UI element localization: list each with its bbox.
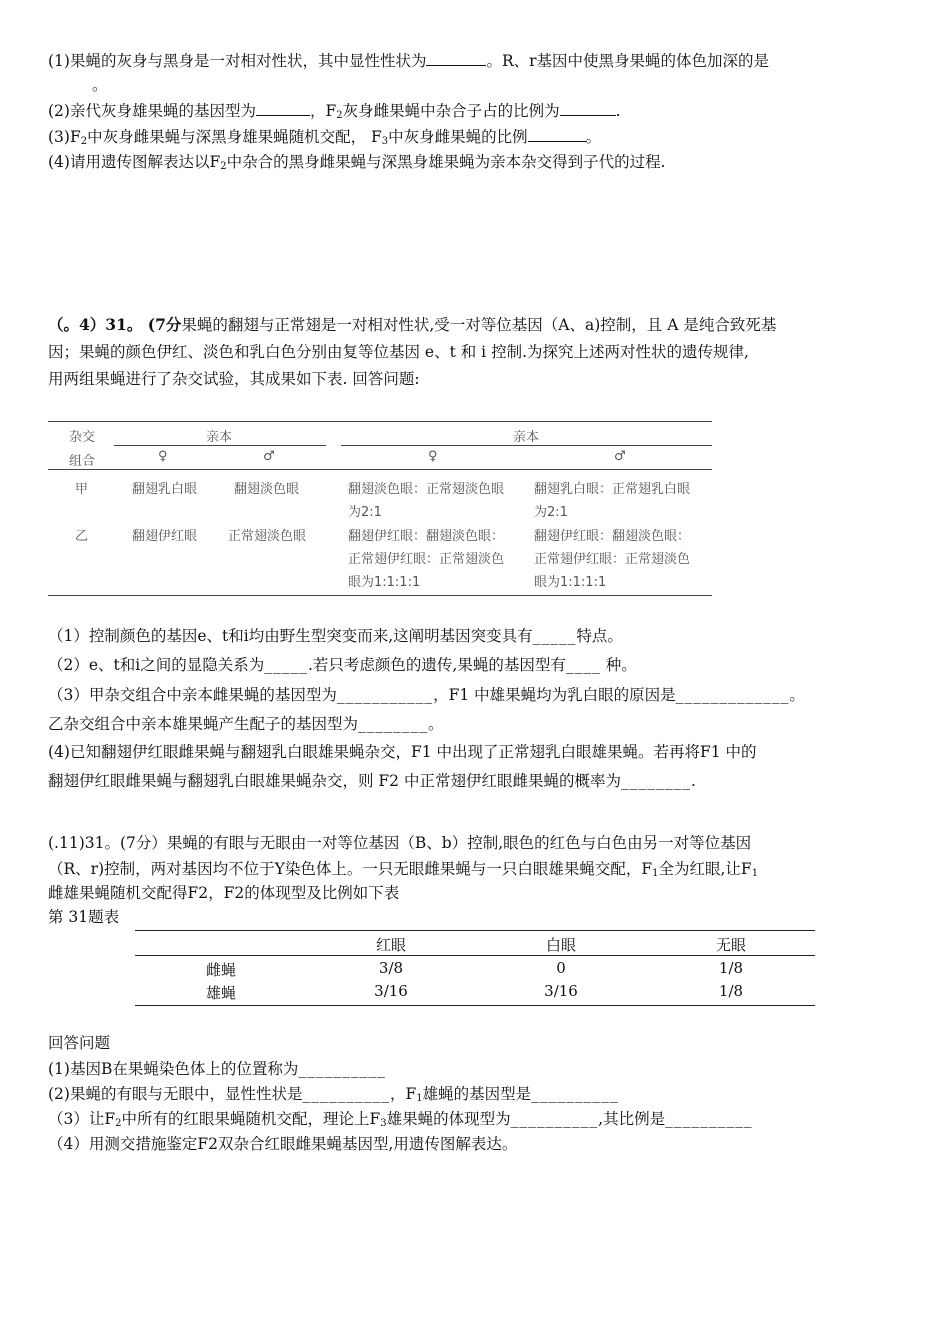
s2-q3b-end: 。 xyxy=(428,715,444,733)
table-cell: 3/8 xyxy=(378,959,404,977)
s1-q2-text-3: 灰身雌果蝇中杂合子占的比例为 xyxy=(342,102,560,120)
answer-blank[interactable]: _____________ xyxy=(675,686,790,704)
s3-table-caption: 第 31题表 xyxy=(48,908,120,926)
s1-q2-text-2: ，F xyxy=(309,102,337,120)
s3-q2-text: (2)果蝇的有眼与无眼中，显性性状是 xyxy=(48,1085,303,1103)
answer-blank[interactable]: ________ xyxy=(358,715,429,733)
table-cell: 翻翅淡色眼：正常翅淡色眼 xyxy=(348,482,505,497)
table-cell: 翻翅伊红眼 xyxy=(132,529,198,544)
s3-q3-text-4: ,其比例是 xyxy=(598,1110,666,1128)
answer-blank[interactable]: ___________ xyxy=(336,686,434,704)
s3-q1-text: (1)基因B在果蝇染色体上的位置称为 xyxy=(48,1060,299,1078)
subscript: 1 xyxy=(751,868,759,879)
header-red-eye: 红眼 xyxy=(375,936,407,954)
s3-q2-text-3: 雄蝇的基因型是 xyxy=(422,1085,532,1103)
answer-blank[interactable]: __________ xyxy=(302,1085,390,1103)
s2-q1-text: （1）控制颜色的基因e、t和i均由野生型突变而来,这阐明基因突变具有 xyxy=(48,627,533,645)
s1-q2-text: (2)亲代灰身雄果蝇的基因型为 xyxy=(48,102,256,120)
subscript: 2 xyxy=(220,161,227,172)
table-cell: 翻翅乳白眼 xyxy=(132,482,198,497)
table-cell: 0 xyxy=(556,959,566,977)
s3-line-2 xyxy=(48,858,758,885)
table-rule-header xyxy=(48,469,712,470)
header-cross: 杂交 xyxy=(69,430,96,445)
subscript: 2 xyxy=(115,1118,122,1129)
row-label-male: 雄蝇 xyxy=(205,984,237,1002)
table-cell: 正常翅淡色眼 xyxy=(228,529,307,544)
subscript: 3 xyxy=(381,136,389,147)
table-cell: 3/16 xyxy=(374,982,408,1000)
header-offspring: 亲本 xyxy=(513,430,540,445)
female-symbol: ♀ xyxy=(158,449,168,464)
s1-q1-end: 。 xyxy=(92,76,108,94)
answer-blank[interactable]: _____ xyxy=(532,627,577,645)
table-cell: 翻翅伊红眼：翻翅淡色眼： xyxy=(534,529,691,544)
s1-question-3 xyxy=(48,126,601,153)
row-label-female: 雌蝇 xyxy=(205,961,237,979)
female-symbol: ♀ xyxy=(428,449,438,464)
s2-q1-end: 特点。 xyxy=(576,627,623,645)
s2-header-text: 果蝇的翻翅与正常翅是一对相对性状,受一对等位基因（A、a)控制，且 A 是纯合致死基 xyxy=(181,316,777,334)
s2-q3-text: （3）甲杂交组合中亲本雌果蝇的基因型为 xyxy=(48,686,337,704)
answer-blank[interactable]: ____ xyxy=(565,656,601,674)
s1-q1-text: (1)果蝇的灰身与黑身是一对相对性状，其中显性性状为 xyxy=(48,52,427,70)
s2-question-4: (4)已知翻翅伊红眼雌果蝇与翻翅乳白眼雄果蝇杂交，F1 中出现了正常翅乳白眼雄果蝇。若再将F1 中的 xyxy=(48,743,757,761)
subscript: 2 xyxy=(80,136,88,147)
table-cell: 正常翅伊红眼：正常翅淡色 xyxy=(348,552,505,567)
table-cell: 3/16 xyxy=(544,982,578,1000)
s2-q3b-text: 乙杂交组合中亲本雄果蝇产生配子的基因型为 xyxy=(48,715,359,733)
s2-q3-text-2: ，F1 中雄果蝇均为乳白眼的原因是 xyxy=(433,686,676,704)
s2-question-number: （。4）31。 (7分 xyxy=(48,315,182,334)
s3-line2-text-2: 全为红眼,让F xyxy=(658,860,752,878)
s3-q2-text-2: ，F xyxy=(389,1085,417,1103)
s2-q2-text: （2）e、t和i之间的显隐关系为 xyxy=(48,656,265,674)
subscript: 2 xyxy=(336,110,343,121)
subscript: 3 xyxy=(380,1118,387,1129)
group-jia: 甲 xyxy=(75,482,89,497)
answer-blank[interactable] xyxy=(528,126,586,142)
s3-q3-text-3: 雄果蝇的体现型为 xyxy=(386,1110,511,1128)
s1-question-4 xyxy=(48,151,666,178)
table-rule-parent xyxy=(114,445,326,446)
s3-answer-title: 回答问题 xyxy=(48,1034,111,1052)
header-parents: 亲本 xyxy=(206,430,233,445)
header-no-eye: 无眼 xyxy=(715,936,747,954)
table-rule-bottom xyxy=(135,1005,815,1006)
s2-question-4b xyxy=(48,770,696,792)
s2-q4b-text: 翻翅伊红眼雌果蝇与翻翅乳白眼雄果蝇杂交，则 F2 中正常翅伊红眼雌果蝇的概率为 xyxy=(48,772,621,790)
answer-blank[interactable]: __________ xyxy=(665,1110,753,1128)
s1-q1-continuation xyxy=(92,74,108,96)
s2-q2-text-2: .若只考虑颜色的遗传,果蝇的基因型有 xyxy=(307,656,566,674)
answer-blank[interactable]: __________ xyxy=(298,1060,386,1078)
s2-question-3b xyxy=(48,713,444,735)
table-rule-bottom xyxy=(48,595,712,596)
table-cell: 为2:1 xyxy=(348,505,382,520)
s3-question-4: （4）用测交措施鉴定F2双杂合红眼雌果蝇基因型,用遗传图解表达。 xyxy=(48,1135,518,1153)
table-cell: 翻翅乳白眼：正常翅乳白眼 xyxy=(534,482,691,497)
answer-blank[interactable] xyxy=(256,100,310,116)
s1-question-2 xyxy=(48,100,621,127)
s1-q3-text-3: 中灰身雌果蝇的比例 xyxy=(388,128,528,146)
table-cell: 眼为1:1:1:1 xyxy=(534,575,607,590)
s1-q3-text-2: 中灰身雌果蝇与深黑身雄果蝇随机交配， F xyxy=(87,128,382,146)
s2-q2-end: 种。 xyxy=(600,656,637,674)
s3-q3-text: （3）让F xyxy=(48,1110,116,1128)
s1-q4-text-2: 中杂合的黑身雌果蝇与深黑身雄果蝇为亲本杂交得到子代的过程. xyxy=(226,153,666,171)
s3-question-3 xyxy=(48,1108,753,1135)
table-cell: 正常翅伊红眼：正常翅淡色 xyxy=(534,552,691,567)
subscript: 1 xyxy=(652,868,659,879)
s3-question-2 xyxy=(48,1083,619,1110)
table-cell: 翻翅淡色眼 xyxy=(234,482,300,497)
table-rule-offspring xyxy=(341,445,712,446)
table-cell: 为2:1 xyxy=(534,505,568,520)
cross-results-table xyxy=(48,419,712,597)
table-rule-top xyxy=(135,930,815,931)
header-white-eye: 白眼 xyxy=(545,936,577,954)
s1-q3-text: (3)F xyxy=(48,128,81,146)
s1-q3-end: 。 xyxy=(585,128,602,146)
s2-q3-end: 。 xyxy=(789,686,805,704)
table-cell: 眼为1:1:1:1 xyxy=(348,575,421,590)
s2-header xyxy=(48,314,776,336)
answer-blank[interactable] xyxy=(560,100,616,116)
s3-q3-text-2: 中所有的红眼果蝇随机交配，理论上F xyxy=(121,1110,381,1128)
table-rule-top xyxy=(48,421,712,422)
group-yi: 乙 xyxy=(75,529,89,544)
s2-q4b-end: . xyxy=(690,772,696,790)
answer-blank[interactable] xyxy=(426,50,486,66)
s1-question-1 xyxy=(48,50,769,72)
male-symbol: ♂ xyxy=(263,449,275,464)
table-rule-header xyxy=(135,955,815,956)
answer-blank[interactable]: ________ xyxy=(620,772,691,790)
male-symbol: ♂ xyxy=(614,449,626,464)
table-cell: 1/8 xyxy=(718,982,744,1000)
s3-question-1 xyxy=(48,1058,386,1080)
header-group: 组合 xyxy=(69,454,96,469)
phenotype-ratio-table xyxy=(135,928,815,1008)
s3-header: (.11)31。(7分）果蝇的有眼与无眼由一对等位基因（B、b）控制,眼色的红色与白色由另一对等位基因 xyxy=(48,834,752,852)
table-cell: 1/8 xyxy=(718,959,744,977)
s1-q2-end: . xyxy=(615,102,621,120)
s2-question-2 xyxy=(48,654,637,676)
s3-line-3: 雌雄果蝇随机交配得F2，F2的体现型及比例如下表 xyxy=(48,884,400,902)
s3-line2-text: （R、r)控制，两对基因均不位于Y染色体上。一只无眼雌果蝇与一只白眼雄果蝇交配，F xyxy=(48,860,653,878)
s1-q1-text-2: 。R、r基因中使黑身果蝇的体色加深的是 xyxy=(486,52,770,70)
answer-blank[interactable]: __________ xyxy=(510,1110,599,1128)
s2-line-3: 用两组果蝇进行了杂交试验，其成果如下表. 回答问题: xyxy=(48,370,420,388)
table-cell: 翻翅伊红眼：翻翅淡色眼： xyxy=(348,529,505,544)
answer-blank[interactable]: __________ xyxy=(531,1085,619,1103)
s1-q4-text: (4)请用遗传图解表达以F xyxy=(48,153,221,171)
answer-blank[interactable]: _____ xyxy=(264,656,308,674)
s2-question-1 xyxy=(48,625,623,647)
subscript: 1 xyxy=(416,1093,423,1104)
s2-question-3 xyxy=(48,684,805,706)
s2-line-2: 因；果蝇的颜色伊红、淡色和乳白色分别由复等位基因 e、t 和 i 控制.为探究上述两对性状的遗传规律, xyxy=(48,343,749,361)
